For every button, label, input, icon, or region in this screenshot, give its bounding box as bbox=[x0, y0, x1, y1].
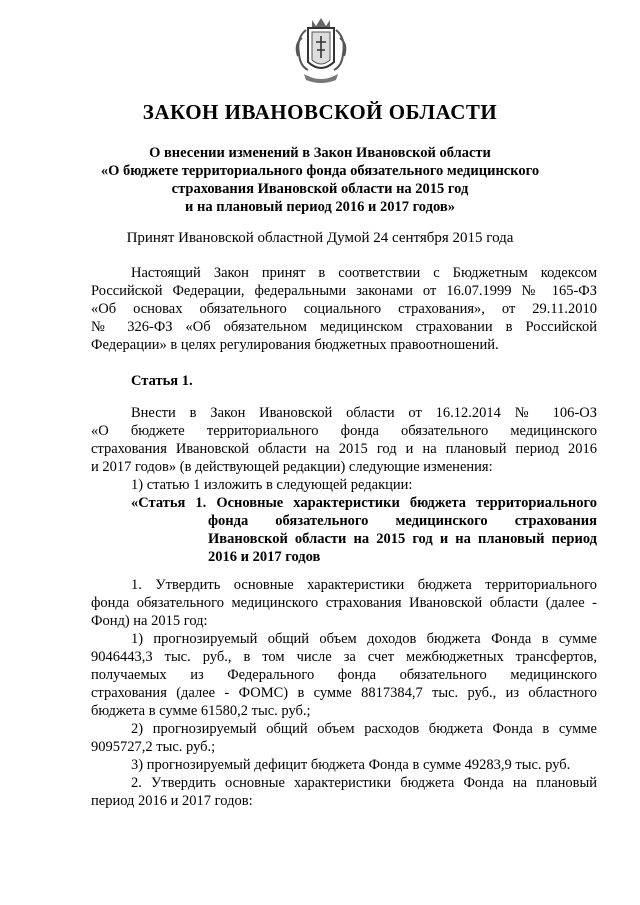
paragraph-1-line: фонда обязательного медицинского страхования Ивановской области (далее - bbox=[91, 595, 597, 611]
article-intro-line: Внести в Закон Ивановской области от 16.12.2014 № 106-ОЗ bbox=[131, 405, 597, 421]
subtitle-line: и на плановый период 2016 и 2017 годов» bbox=[185, 199, 455, 215]
item-1: 1) статью 1 изложить в следующей редакции: bbox=[131, 477, 413, 493]
article-intro-line: страхования Ивановской области на 2015 год и на плановый период 2016 bbox=[91, 441, 597, 457]
subitem-1-line: получаемых из Федерального фонда обязательного медицинского bbox=[91, 667, 597, 683]
paragraph-1 bbox=[91, 576, 597, 810]
subitem-3: 3) прогнозируемый дефицит бюджета Фонда в сумме 49283,9 тыс. руб. bbox=[131, 757, 571, 773]
preamble bbox=[91, 264, 597, 354]
preamble-line: Российской Федерации, федеральными законами от 16.07.1999 № 165-ФЗ bbox=[91, 283, 597, 299]
paragraph-2-line: период 2016 и 2017 годов: bbox=[91, 793, 253, 809]
new-article-title-line: фонда обязательного медицинского страхования bbox=[208, 513, 597, 529]
new-article-title bbox=[91, 494, 597, 566]
subtitle-line: страхования Ивановской области на 2015 год bbox=[171, 181, 469, 197]
article-intro bbox=[91, 404, 597, 494]
preamble-line: № 326-ФЗ «Об обязательном медицинском страховании в Российской bbox=[91, 319, 597, 335]
subtitle-line: О внесении изменений в Закон Ивановской области bbox=[149, 145, 491, 161]
subtitle-line: «О бюджете территориального фонда обязательного медицинского bbox=[100, 163, 540, 179]
law-subtitle bbox=[0, 144, 640, 216]
article-intro-line: и 2017 годов» (в действующей редакции) следующие изменения: bbox=[91, 459, 493, 475]
subitem-2-line: 2) прогнозируемый общий объем расходов бюджета Фонда в сумме bbox=[131, 721, 597, 737]
subitem-1-line: 1) прогнозируемый общий объем доходов бюджета Фонда в сумме bbox=[131, 631, 597, 647]
new-article-label: «Статья 1. bbox=[131, 495, 207, 511]
coat-of-arms-emblem bbox=[290, 14, 352, 86]
new-article-title-line bbox=[91, 494, 597, 512]
new-article-title-text: Основные характеристики бюджета территориального bbox=[216, 495, 597, 511]
paragraph-1-line: 1. Утвердить основные характеристики бюджета территориального bbox=[131, 577, 597, 593]
preamble-line: Настоящий Закон принят в соответствии с Бюджетным кодексом bbox=[131, 265, 597, 281]
subitem-1-line: 9046443,3 тыс. руб., в том числе за счет межбюджетных трансфертов, bbox=[91, 649, 597, 665]
law-title: ЗАКОН ИВАНОВСКОЙ ОБЛАСТИ bbox=[142, 100, 498, 124]
preamble-line: «Об основах обязательного социального страхования», от 29.11.2010 bbox=[91, 301, 597, 317]
adoption-note: Принят Ивановской областной Думой 24 сентября 2015 года bbox=[126, 230, 514, 246]
paragraph-1-line: Фонд) на 2015 год: bbox=[91, 613, 208, 629]
subitem-1-line: страхования (далее - ФОМС) в сумме 8817384,7 тыс. руб., из областного bbox=[91, 685, 597, 701]
preamble-line: Федерации» в целях регулирования бюджетных правоотношений. bbox=[91, 337, 499, 353]
paragraph-2-line: 2. Утвердить основные характеристики бюджета Фонда на плановый bbox=[131, 775, 597, 791]
new-article-title-line: 2016 и 2017 годов bbox=[208, 549, 321, 565]
subitem-2-line: 9095727,2 тыс. руб.; bbox=[91, 739, 216, 755]
article-heading: Статья 1. bbox=[131, 373, 193, 389]
new-article-title-line: Ивановской области на 2015 год и на плановый период bbox=[208, 531, 597, 547]
article-intro-line: «О бюджете территориального фонда обязательного медицинского bbox=[91, 423, 597, 439]
subitem-1-line: бюджета в сумме 61580,2 тыс. руб.; bbox=[91, 703, 311, 719]
